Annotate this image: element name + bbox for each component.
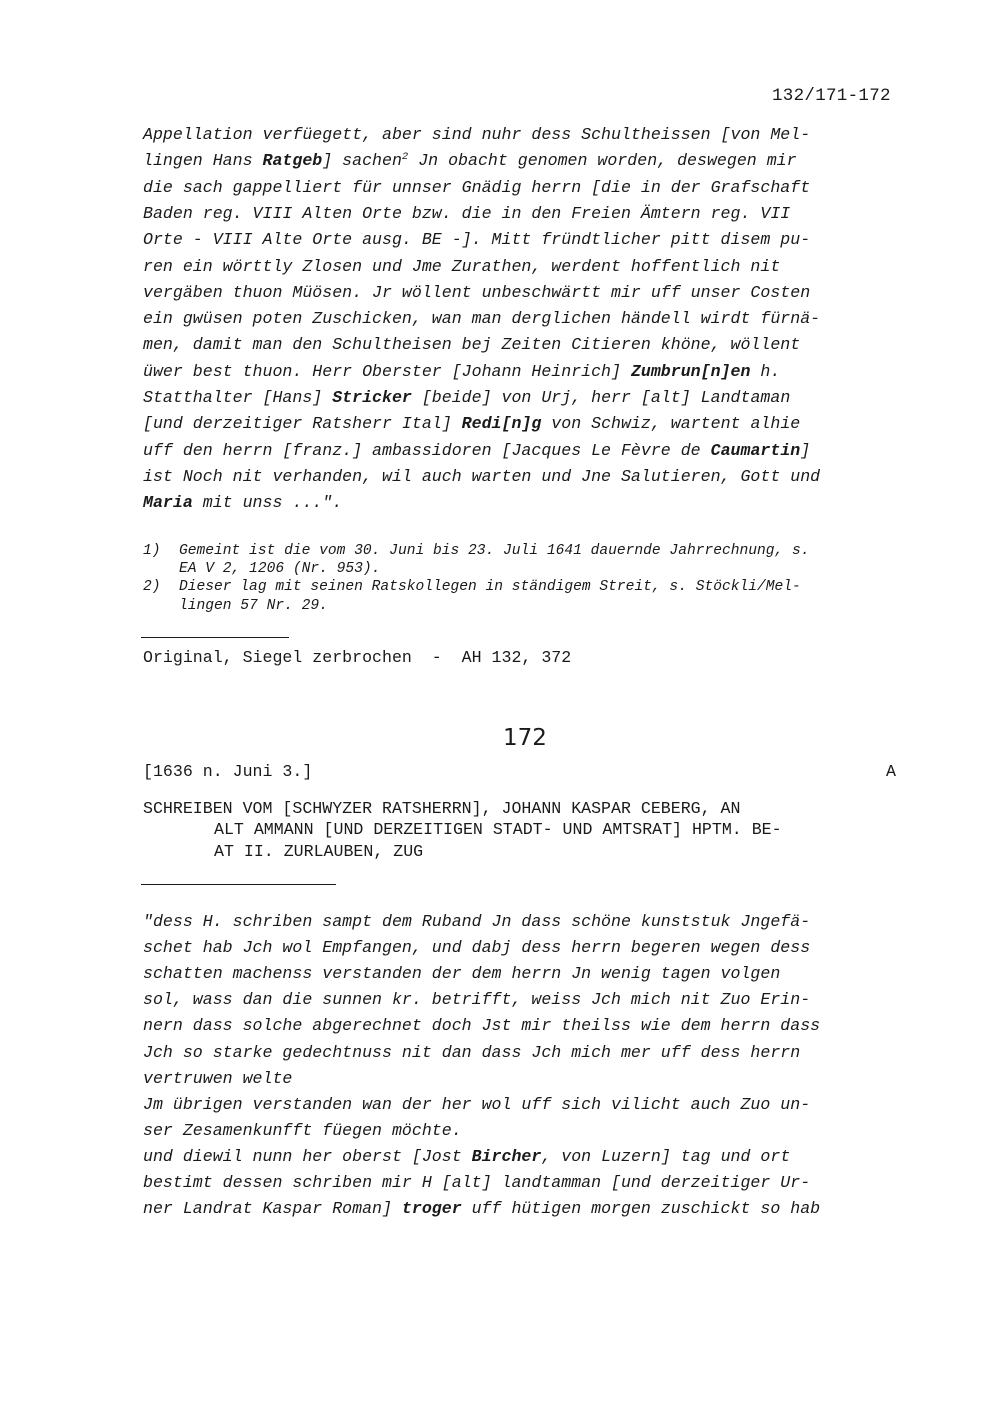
source-separator-rule bbox=[141, 637, 289, 638]
text-run: "dess H. schriben sampt dem Ruband Jn dass schöne kunststuk Jngefä- bbox=[143, 912, 811, 931]
document-heading-line: SCHREIBEN VOM [SCHWYZER RATSHERRN], JOHANN KASPAR CEBERG, AN bbox=[143, 799, 741, 818]
document-type-letter: A bbox=[886, 762, 896, 781]
text-run: und diewil nunn her oberst [Jost bbox=[143, 1146, 472, 1166]
text-line bbox=[143, 964, 780, 984]
emphasized-name: Ratgeb bbox=[262, 151, 323, 171]
text-line bbox=[143, 1069, 292, 1089]
text-line bbox=[143, 467, 820, 487]
text-line bbox=[143, 178, 810, 198]
text-run: schet hab Jch wol Empfangen, und dabj dess herrn begeren wegen dess bbox=[143, 938, 811, 958]
footnote-text: lingen 57 Nr. 29. bbox=[179, 597, 328, 614]
text-run: vertruwen welte bbox=[143, 1068, 293, 1088]
text-line bbox=[143, 230, 810, 250]
document-number: 172 bbox=[503, 725, 547, 751]
text-run: Jn obacht genomen worden, deswegen mir bbox=[408, 151, 797, 171]
text-run: schatten machenss verstanden der dem herrn Jn wenig tagen volgen bbox=[143, 964, 781, 984]
text-line bbox=[143, 912, 810, 932]
emphasized-name: Redi[n]g bbox=[461, 414, 542, 434]
emphasized-name: Bircher bbox=[471, 1146, 542, 1166]
emphasized-name: troger bbox=[401, 1199, 462, 1219]
text-line bbox=[143, 309, 820, 329]
emphasized-name: Zumbrun[n]en bbox=[630, 361, 751, 381]
heading-separator-rule bbox=[141, 884, 336, 885]
text-line bbox=[143, 204, 790, 224]
footnote-text: EA V 2, 1206 (Nr. 953). bbox=[179, 561, 381, 578]
text-run: ] sachen bbox=[322, 151, 402, 171]
text-run: lingen Hans bbox=[143, 151, 263, 171]
text-line bbox=[143, 493, 342, 513]
text-run: h. bbox=[750, 361, 781, 381]
text-run: Appellation verfüegett, aber sind nuhr dess Schultheissen [von Mel- bbox=[143, 125, 811, 144]
text-line bbox=[143, 125, 810, 145]
text-line bbox=[143, 1095, 810, 1115]
document-heading-line: AT II. ZURLAUBEN, ZUG bbox=[214, 842, 424, 861]
source-note: Original, Siegel zerbrochen - AH 132, 372 bbox=[143, 648, 572, 667]
footnote-marker: 2 bbox=[401, 151, 409, 164]
text-line bbox=[143, 151, 797, 171]
text-line bbox=[143, 1147, 790, 1167]
document-heading-line: ALT AMMANN [UND DERZEITIGEN STADT- UND AMTSRAT] HPTM. BE- bbox=[214, 820, 782, 839]
text-line bbox=[143, 1043, 800, 1063]
text-run: bestimt dessen schriben mir H [alt] landtamman [und derzeitiger Ur- bbox=[143, 1173, 811, 1192]
text-run: nern dass solche abgerechnet doch Jst mir theilss wie dem herrn dass bbox=[143, 1016, 821, 1036]
text-line bbox=[143, 283, 810, 303]
text-line bbox=[143, 1199, 820, 1219]
text-run: uff den herrn [franz.] ambassidoren [Jacques Le Fèvre de bbox=[143, 440, 711, 460]
text-line bbox=[143, 1016, 820, 1036]
footnote-number: 2) bbox=[143, 579, 161, 596]
text-run: ren ein wörttly Zlosen und Jme Zurathen, werdent hoffentlich nit bbox=[143, 256, 781, 276]
text-run: , von Luzern] tag und ort bbox=[541, 1146, 791, 1166]
emphasized-name: Maria bbox=[143, 493, 193, 513]
text-run: von Schwiz, wartent alhie bbox=[541, 414, 801, 434]
text-line bbox=[143, 1173, 810, 1193]
footnote-text: Gemeint ist die vom 30. Juni bis 23. Juli 1641 dauernde Jahrrechnung, s. bbox=[179, 543, 810, 559]
text-run: [beide] von Urj, herr [alt] Landtaman bbox=[411, 388, 791, 407]
text-run: men, damit man den Schultheisen bej Zeiten Citieren khöne, wöllent bbox=[143, 335, 801, 355]
text-run: uff hütigen morgen zuschickt so hab bbox=[461, 1199, 821, 1219]
text-run: ] bbox=[800, 440, 811, 460]
text-run: Baden reg. VIII Alten Orte bzw. die in den Freien Ämtern reg. VII bbox=[143, 203, 791, 223]
text-run: sol, wass dan die sunnen kr. betrifft, weiss Jch mich nit Zuo Erin- bbox=[143, 990, 811, 1010]
text-run: ein gwüsen poten Zuschicken, wan man derglichen händell wirdt fürnä- bbox=[143, 309, 821, 329]
text-line bbox=[143, 414, 800, 434]
text-run: vergäben thuon Müösen. Jr wöllent unbeschwärtt mir uff unser Costen bbox=[143, 282, 811, 302]
text-run: ist Noch nit verhanden, wil auch warten und Jne Salutieren, Gott und bbox=[143, 466, 821, 486]
text-run: üwer best thuon. Herr Oberster [Johann Heinrich] bbox=[143, 361, 631, 381]
document-date: [1636 n. Juni 3.] bbox=[143, 762, 313, 781]
text-line bbox=[143, 388, 790, 408]
page-reference: 132/171-172 bbox=[772, 86, 891, 106]
text-run: Jm übrigen verstanden wan der her wol uff sich vilicht auch Zuo un- bbox=[143, 1094, 811, 1114]
text-line bbox=[143, 1121, 462, 1141]
text-line bbox=[143, 441, 810, 461]
text-line bbox=[143, 362, 780, 382]
text-run: ner Landrat Kaspar Roman] bbox=[143, 1199, 402, 1219]
text-line bbox=[143, 938, 810, 958]
text-run: [und derzeitiger Ratsherr Ital] bbox=[143, 414, 462, 434]
footnote-number: 1) bbox=[143, 543, 161, 559]
text-line bbox=[143, 990, 810, 1010]
text-run: mit unss ...". bbox=[192, 493, 343, 513]
emphasized-name: Stricker bbox=[332, 388, 412, 407]
footnote-text: Dieser lag mit seinen Ratskollegen in ständigem Streit, s. Stöckli/Mel- bbox=[179, 579, 801, 596]
emphasized-name: Caumartin bbox=[710, 440, 801, 460]
text-run: ser Zesamenkunfft füegen möchte. bbox=[143, 1120, 462, 1140]
text-run: Statthalter [Hans] bbox=[143, 388, 333, 407]
text-run: die sach gappelliert für unnser Gnädig herrn [die in der Grafschaft bbox=[143, 177, 811, 197]
text-line bbox=[143, 257, 780, 277]
text-line bbox=[143, 335, 800, 355]
text-run: Orte - VIII Alte Orte ausg. BE -]. Mitt fründtlicher pitt disem pu- bbox=[143, 230, 811, 250]
text-run: Jch so starke gedechtnuss nit dan dass Jch mich mer uff dess herrn bbox=[143, 1042, 801, 1062]
